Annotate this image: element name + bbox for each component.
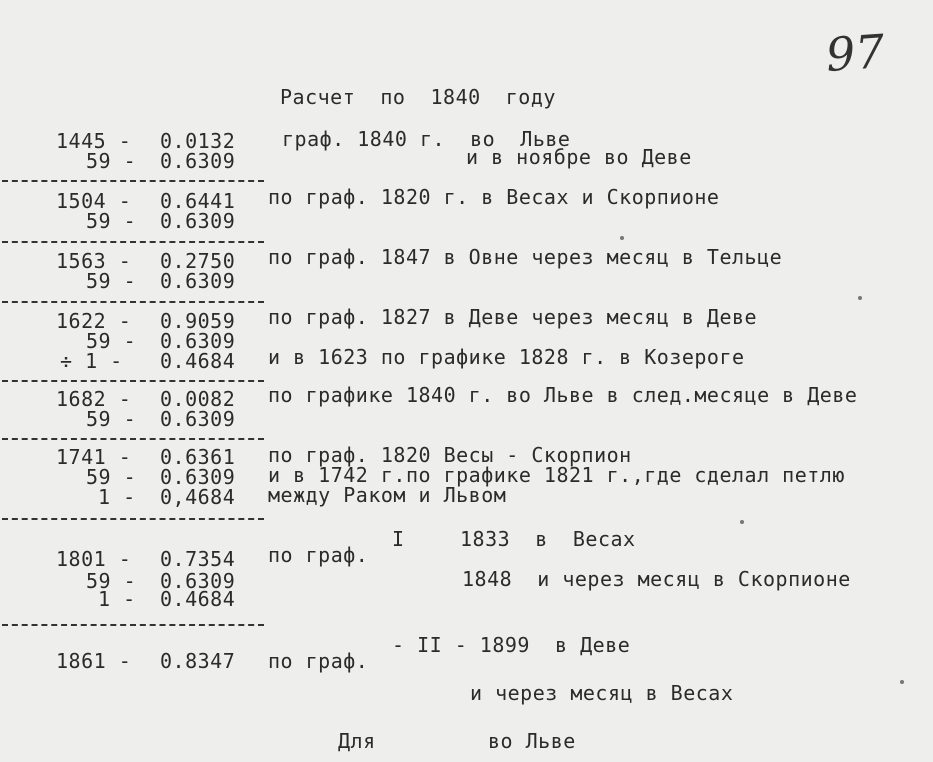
num-a: 59 - — [86, 149, 137, 173]
page-title: Расчет по 1840 году — [280, 85, 556, 109]
speck — [900, 680, 904, 684]
speck — [858, 296, 862, 300]
note: между Раком и Львом — [268, 483, 507, 507]
num-b: 0.4684 — [160, 349, 236, 373]
num-b: 0.6309 — [160, 465, 236, 489]
num-a: 1861 - — [56, 649, 132, 673]
note: и в 1742 г.по графике 1821 г.,где сделал петлю — [268, 463, 845, 487]
num-b: 0.0132 — [160, 129, 236, 153]
num-b: 0.4684 — [160, 587, 236, 611]
divider — [2, 438, 264, 440]
num-b: 0.8347 — [160, 649, 236, 673]
num-b: 0.6309 — [160, 407, 236, 431]
num-b: 0.2750 — [160, 249, 236, 273]
divider — [2, 241, 264, 243]
num-b: 0.6441 — [160, 189, 236, 213]
divider — [2, 518, 264, 520]
num-a: 59 - — [86, 209, 137, 233]
num-b: 0.6309 — [160, 209, 236, 233]
divider — [2, 624, 264, 626]
num-a: ÷ 1 - — [60, 349, 123, 373]
num-a: 1 - — [98, 587, 136, 611]
note: по граф. 1847 в Овне через месяц в Тельце — [268, 245, 783, 269]
num-a: 1563 - — [56, 249, 132, 273]
num-a: 1682 - — [56, 387, 132, 411]
num-a: 59 - — [86, 465, 137, 489]
num-a: 59 - — [86, 329, 137, 353]
note: по граф. — [268, 649, 369, 673]
speck — [740, 520, 744, 524]
num-a: 59 - — [86, 407, 137, 431]
note: граф. 1840 г. во Льве — [282, 127, 571, 151]
note: по граф. 1820 Весы - Скорпион — [268, 443, 632, 467]
note: I — [392, 527, 405, 551]
note: по графике 1840 г. во Льве в след.месяце в Деве — [268, 383, 858, 407]
note: во Льве — [488, 729, 576, 753]
num-b: 0.0082 — [160, 387, 236, 411]
num-a: 1504 - — [56, 189, 132, 213]
num-a: 59 - — [86, 569, 137, 593]
num-a: 59 - — [86, 269, 137, 293]
num-b: 0.6309 — [160, 569, 236, 593]
divider — [2, 180, 264, 182]
note: и в 1623 по графике 1828 г. в Козероге — [268, 345, 745, 369]
num-b: 0.9059 — [160, 309, 236, 333]
num-a: 1622 - — [56, 309, 132, 333]
note: по граф. — [268, 543, 369, 567]
note: 1833 в Весах — [460, 527, 636, 551]
note: и в ноябре во Деве — [466, 145, 692, 169]
note: Для — [338, 729, 376, 753]
num-b: 0.6309 — [160, 269, 236, 293]
divider — [2, 301, 264, 303]
num-b: 0.6309 — [160, 329, 236, 353]
num-b: 0.6361 — [160, 445, 236, 469]
speck — [620, 236, 624, 240]
num-a: 1801 - — [56, 547, 132, 571]
note: и через месяц в Весах — [470, 681, 734, 705]
divider — [2, 380, 264, 382]
note: по граф. 1827 в Деве через месяц в Деве — [268, 305, 758, 329]
num-b: 0.6309 — [160, 149, 236, 173]
num-b: 0.7354 — [160, 547, 236, 571]
note: - II - 1899 в Деве — [392, 633, 631, 657]
page-number: 97 — [824, 24, 887, 82]
num-a: 1741 - — [56, 445, 132, 469]
note: по граф. 1820 г. в Весах и Скорпионе — [268, 185, 720, 209]
num-b: 0,4684 — [160, 485, 236, 509]
note: 1848 и через месяц в Скорпионе — [462, 567, 851, 591]
num-a: 1 - — [98, 485, 136, 509]
num-a: 1445 - — [56, 129, 132, 153]
